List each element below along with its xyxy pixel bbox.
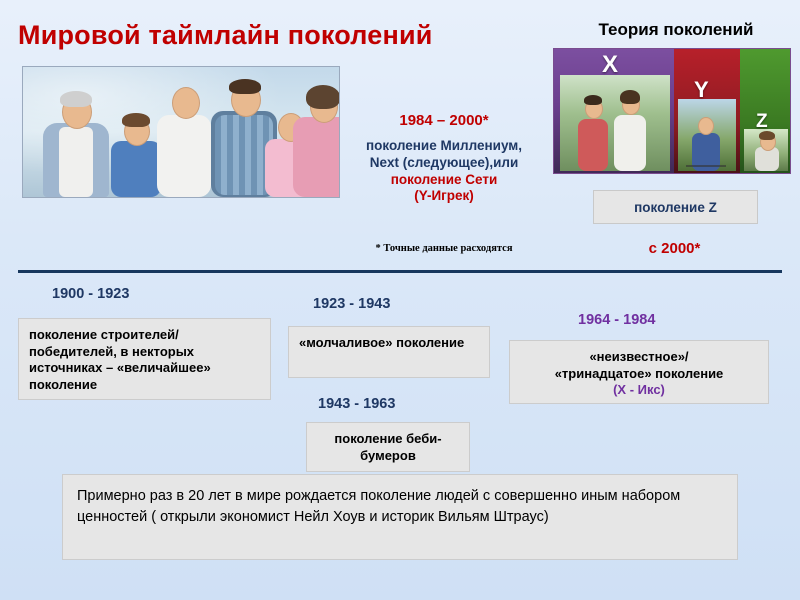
generation-z-years: с 2000* bbox=[648, 240, 701, 257]
timeline-years-1900-1923: 1900 - 1923 bbox=[52, 286, 130, 302]
timeline-box-x-line2: «тринадцатое» поколение bbox=[554, 365, 724, 381]
xyz-photo-y bbox=[678, 99, 736, 171]
summary-box: Примерно раз в 20 лет в мире рождается поколение людей с совершенно иным набором ценностей ( открыли экономист Нейл Хоув и историк Вильям Штраус) bbox=[62, 474, 738, 560]
family-photo bbox=[22, 66, 340, 198]
bicycle-icon bbox=[686, 151, 726, 167]
millennial-text-block bbox=[340, 112, 548, 205]
divider bbox=[18, 270, 782, 273]
generations-xyz-panel bbox=[553, 48, 791, 174]
xyz-photo-z bbox=[744, 129, 788, 171]
timeline-years-1964-1984: 1964 - 1984 bbox=[578, 312, 656, 328]
millennial-line-3: поколение Сети bbox=[390, 171, 498, 187]
millennial-line-4: (Y-Игрек) bbox=[414, 188, 474, 204]
timeline-years-1943-1963: 1943 - 1963 bbox=[318, 396, 396, 412]
xyz-photo-x bbox=[560, 75, 670, 171]
timeline-box-x-line1: «неизвестное»/ bbox=[589, 349, 689, 364]
timeline-box-boomers: поколение беби-бумеров bbox=[306, 422, 470, 472]
photo-person-grandfather bbox=[39, 89, 113, 197]
page-title: Мировой таймлайн поколений bbox=[18, 20, 433, 50]
timeline-box-builders: поколение строителей/ победителей, в некторых источниках – «величайшее» поколение bbox=[18, 318, 271, 400]
xyz-letter-y: Y bbox=[694, 77, 709, 102]
millennial-years: 1984 – 2000* bbox=[399, 112, 489, 129]
millennial-line-1: поколение Миллениум, bbox=[365, 137, 523, 153]
footnote: * Точные данные расходятся bbox=[375, 243, 513, 254]
millennial-line-2: Next (следующее),или bbox=[369, 154, 519, 170]
photo-person-grandmother bbox=[289, 85, 340, 197]
timeline-years-1923-1943: 1923 - 1943 bbox=[313, 296, 391, 312]
timeline-box-x bbox=[509, 340, 769, 404]
timeline-box-silent: «молчаливое» поколение bbox=[288, 326, 490, 378]
right-section-title: Теория поколений bbox=[598, 20, 754, 39]
xyz-letter-z: Z bbox=[756, 111, 768, 132]
generation-z-label: поколение Z bbox=[593, 190, 758, 224]
timeline-box-x-line3: (X - Икс) bbox=[613, 382, 665, 398]
xyz-letter-x: X bbox=[602, 51, 619, 78]
